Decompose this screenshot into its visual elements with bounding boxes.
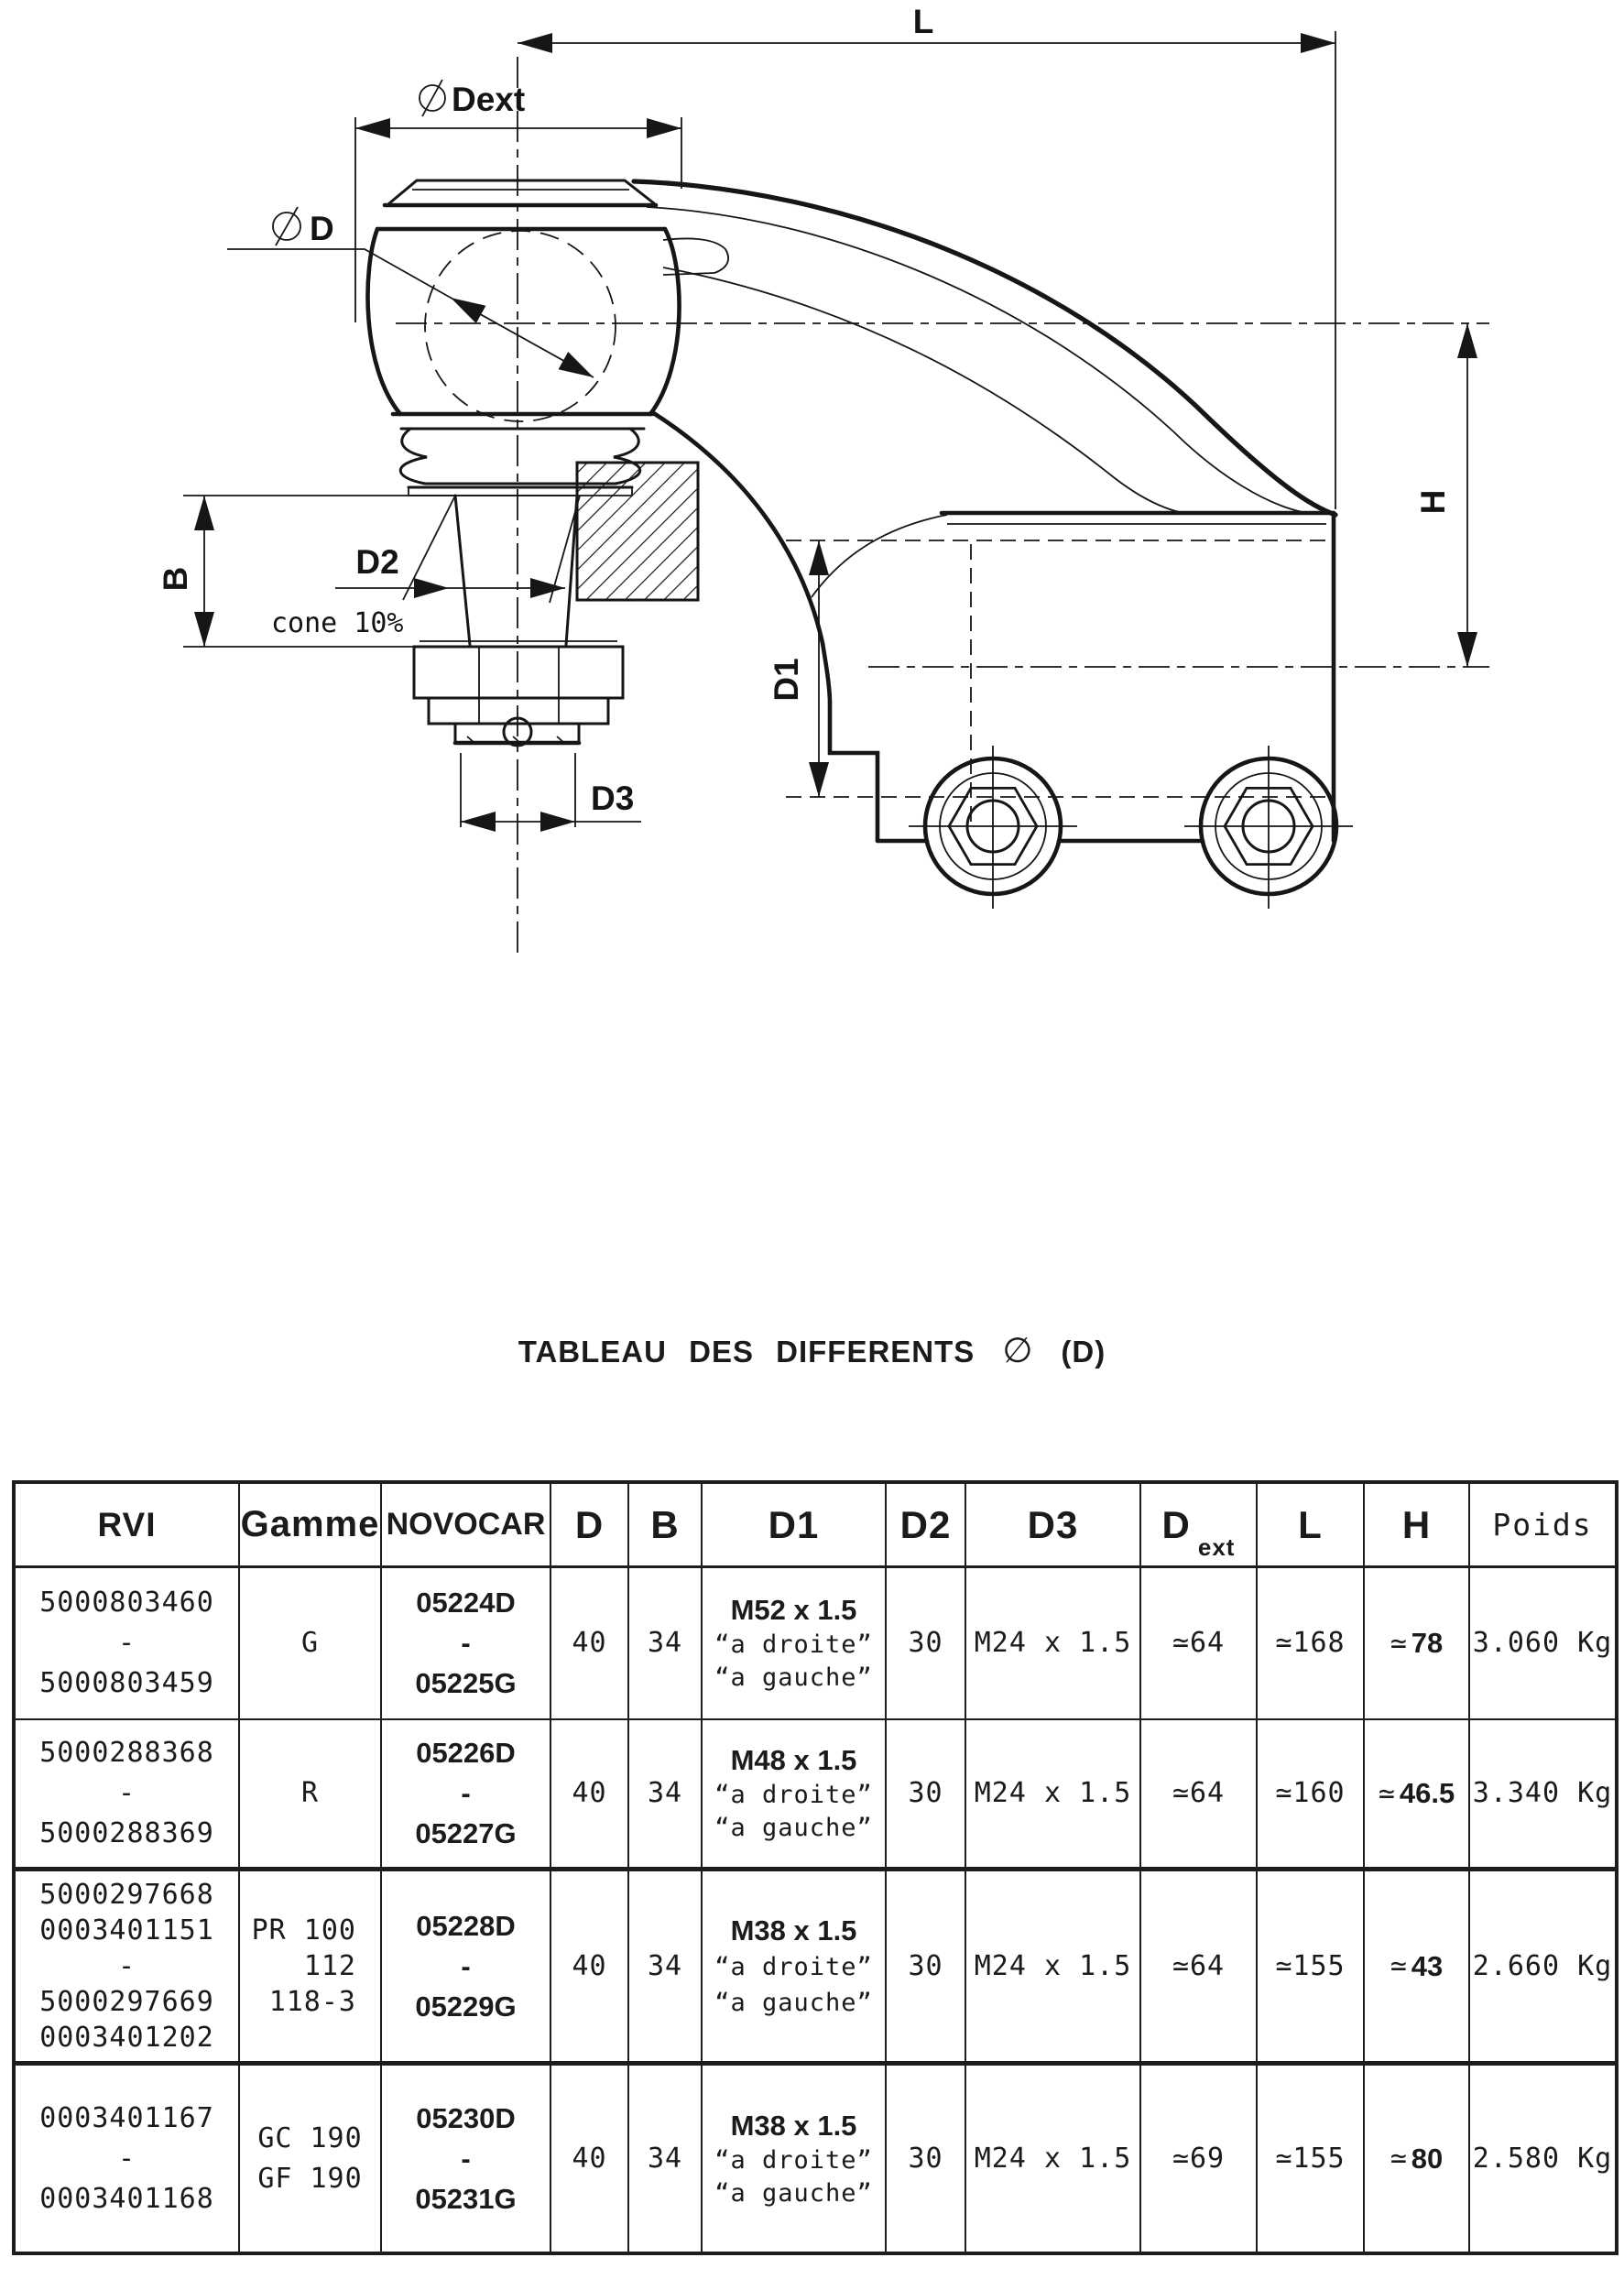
h-cell	[1365, 1568, 1470, 1720]
table-row	[16, 1871, 1615, 2066]
rvi-cell	[16, 2066, 240, 2252]
approx-symbol: ≃	[1390, 1950, 1407, 1982]
rvi-line: -	[117, 2142, 136, 2175]
d-cell: 40	[551, 1720, 629, 1871]
rvi-line: 5000297668	[39, 1879, 214, 1911]
clamp-body	[830, 513, 1334, 841]
d3-cell: M24 x 1.5	[966, 1871, 1141, 2066]
d1-note: “a gauche”	[714, 1663, 873, 1692]
hidden-lines	[786, 540, 1330, 823]
novocar-cell	[382, 2066, 551, 2252]
b-cell: 34	[629, 1871, 703, 2066]
dim-D2	[271, 496, 580, 639]
table-title	[0, 1330, 1624, 1371]
approx-symbol: ≃	[1390, 1627, 1407, 1660]
table-title-suffix: (D)	[1061, 1335, 1106, 1369]
novocar-line: 05227G	[415, 1817, 517, 1849]
rvi-line: 0003401202	[39, 2022, 214, 2054]
novocar-line: 05226D	[416, 1737, 516, 1769]
poids-cell: 2.660 Kg	[1470, 1871, 1615, 2066]
rvi-line: 5000288369	[39, 1817, 214, 1849]
approx-symbol: ≃	[1378, 1777, 1395, 1810]
technical-drawing	[0, 0, 1624, 1026]
novocar-line: 05224D	[416, 1587, 516, 1619]
d1-note: “a gauche”	[714, 2178, 873, 2208]
dext-cell: ≃64	[1141, 1568, 1258, 1720]
gamme-cell	[240, 1871, 382, 2066]
ball-circle	[425, 231, 616, 421]
header-novocar: NOVOCAR	[382, 1484, 551, 1568]
header-poids: Poids	[1470, 1484, 1615, 1568]
novocar-line: -	[461, 1949, 471, 1982]
gamme-cell: R	[240, 1720, 382, 1871]
novocar-line: 05230D	[416, 2101, 516, 2134]
d2-cell: 30	[887, 1720, 966, 1871]
diameter-symbol: ∅	[1002, 1332, 1034, 1370]
d1-note: “a droite”	[714, 2145, 873, 2175]
dext-cell: ≃69	[1141, 2066, 1258, 2252]
l-cell: ≃155	[1258, 1871, 1365, 2066]
clamp-bolt	[909, 746, 1353, 909]
h-cell	[1365, 2066, 1470, 2252]
dim-D1	[768, 540, 829, 797]
poids-cell: 3.340 Kg	[1470, 1720, 1615, 1871]
header-rvi: RVI	[16, 1484, 240, 1568]
parts-table	[12, 1480, 1619, 2255]
d1-note: “a droite”	[714, 1781, 873, 1809]
table-row	[16, 1720, 1615, 1871]
d1-thread: M38 x 1.5	[730, 1914, 857, 1946]
dim-L	[518, 3, 1335, 509]
rvi-line: -	[117, 1950, 136, 1982]
dim-label-d3: D3	[591, 780, 635, 817]
novocar-line: 05229G	[415, 1990, 517, 2023]
novocar-line: -	[461, 1627, 471, 1659]
header-h: H	[1365, 1484, 1470, 1568]
gamme-cell	[240, 2066, 382, 2252]
cone-note: cone 10%	[271, 607, 404, 639]
b-cell: 34	[629, 1568, 703, 1720]
d3-cell: M24 x 1.5	[966, 1720, 1141, 1871]
d3-cell: M24 x 1.5	[966, 1568, 1141, 1720]
b-cell: 34	[629, 1720, 703, 1871]
d2-cell: 30	[887, 2066, 966, 2252]
poids-cell: 2.580 Kg	[1472, 2142, 1613, 2175]
table-row	[16, 2066, 1615, 2252]
h-value: 80	[1411, 2142, 1444, 2175]
dim-label-l: L	[912, 3, 934, 40]
d1-cell	[703, 1720, 887, 1871]
rvi-line: 0003401167	[39, 2101, 214, 2134]
novocar-cell	[382, 1720, 551, 1871]
rvi-line: 5000297669	[39, 1986, 214, 2018]
d1-cell	[703, 1568, 887, 1720]
d1-cell	[703, 2066, 887, 2252]
gamme-line: GF 190	[257, 2162, 363, 2195]
d1-note: “a droite”	[714, 1952, 873, 1981]
gamme-cell: G	[240, 1568, 382, 1720]
rvi-cell	[16, 1720, 240, 1871]
approx-symbol: ≃	[1390, 2143, 1407, 2175]
rvi-line: 5000803460	[39, 1587, 214, 1619]
dext-cell: ≃64	[1141, 1720, 1258, 1871]
header-dext-sub: ext	[1197, 1533, 1236, 1561]
d1-note: “a gauche”	[714, 1814, 873, 1842]
d1-note: “a droite”	[714, 1630, 873, 1659]
header-l: L	[1258, 1484, 1365, 1568]
rvi-cell	[16, 1871, 240, 2066]
rvi-line: 0003401151	[39, 1914, 214, 1946]
d1-thread: M48 x 1.5	[730, 1744, 857, 1776]
d2-cell: 30	[887, 1871, 966, 2066]
poids-cell: 3.060 Kg	[1470, 1568, 1615, 1720]
novocar-line: -	[461, 1777, 471, 1809]
dim-D3	[461, 753, 641, 832]
d-cell: 40	[551, 2066, 629, 2252]
header-d3: D3	[966, 1484, 1141, 1568]
header-d1: D1	[703, 1484, 887, 1568]
gamme-line: 112	[303, 1950, 356, 1982]
l-cell: ≃155	[1258, 2066, 1365, 2252]
d3-cell: M24 x 1.5	[966, 2066, 1141, 2252]
d-cell: 40	[551, 1568, 629, 1720]
b-cell: 34	[629, 2066, 703, 2252]
dim-label-dext: Dext	[452, 81, 526, 118]
novocar-cell	[382, 1568, 551, 1720]
header-gamme: Gamme	[240, 1484, 382, 1568]
novocar-line: -	[461, 2142, 471, 2175]
h-cell	[1365, 1720, 1470, 1871]
d1-note: “a gauche”	[714, 1988, 873, 2017]
header-d: D	[551, 1484, 629, 1568]
rvi-line: -	[117, 1777, 136, 1809]
dim-Dext	[355, 80, 681, 322]
table-title-text: TABLEAU DES DIFFERENTS	[518, 1335, 975, 1369]
table-header-row	[16, 1484, 1615, 1568]
dim-label-d: D	[310, 210, 334, 247]
h-value: 43	[1411, 1949, 1444, 1982]
rvi-line: 5000288368	[39, 1737, 214, 1769]
d1-cell	[703, 1871, 887, 2066]
h-value: 46.5	[1399, 1777, 1455, 1809]
table-row	[16, 1568, 1615, 1720]
rvi-line: -	[117, 1627, 136, 1659]
gamme-line: GC 190	[257, 2121, 363, 2154]
header-b: B	[629, 1484, 703, 1568]
gamme-line: PR 100	[251, 1914, 356, 1946]
dim-label-b: B	[157, 566, 194, 592]
d1-thread: M38 x 1.5	[730, 2109, 857, 2142]
gamme-line: 118-3	[268, 1986, 356, 2018]
dext-cell: ≃64	[1141, 1871, 1258, 2066]
novocar-line: 05225G	[415, 1667, 517, 1699]
rvi-line: 5000803459	[39, 1667, 214, 1699]
header-dext-main: D	[1161, 1502, 1191, 1546]
novocar-line: 05231G	[415, 2182, 517, 2215]
header-dext	[1141, 1484, 1258, 1568]
l-cell: ≃160	[1258, 1720, 1365, 1871]
header-d2: D2	[887, 1484, 966, 1568]
dim-label-d2: D2	[355, 543, 399, 581]
dim-label-d1: D1	[768, 658, 805, 702]
rvi-cell	[16, 1568, 240, 1720]
novocar-cell	[382, 1871, 551, 2066]
l-cell: ≃168	[1258, 1568, 1365, 1720]
d2-cell: 30	[887, 1568, 966, 1720]
ball-housing	[368, 180, 729, 429]
d-cell: 40	[551, 1871, 629, 2066]
knuckle-cross-section	[577, 463, 698, 600]
novocar-line: 05228D	[416, 1909, 516, 1942]
dim-label-h: H	[1414, 489, 1452, 515]
dim-H	[1414, 323, 1477, 667]
dim-D	[227, 207, 594, 377]
gooseneck-arm	[634, 181, 1335, 703]
h-value: 78	[1411, 1627, 1444, 1659]
d1-thread: M52 x 1.5	[730, 1594, 857, 1626]
rvi-line: 0003401168	[39, 2182, 214, 2215]
h-cell	[1365, 1871, 1470, 2066]
